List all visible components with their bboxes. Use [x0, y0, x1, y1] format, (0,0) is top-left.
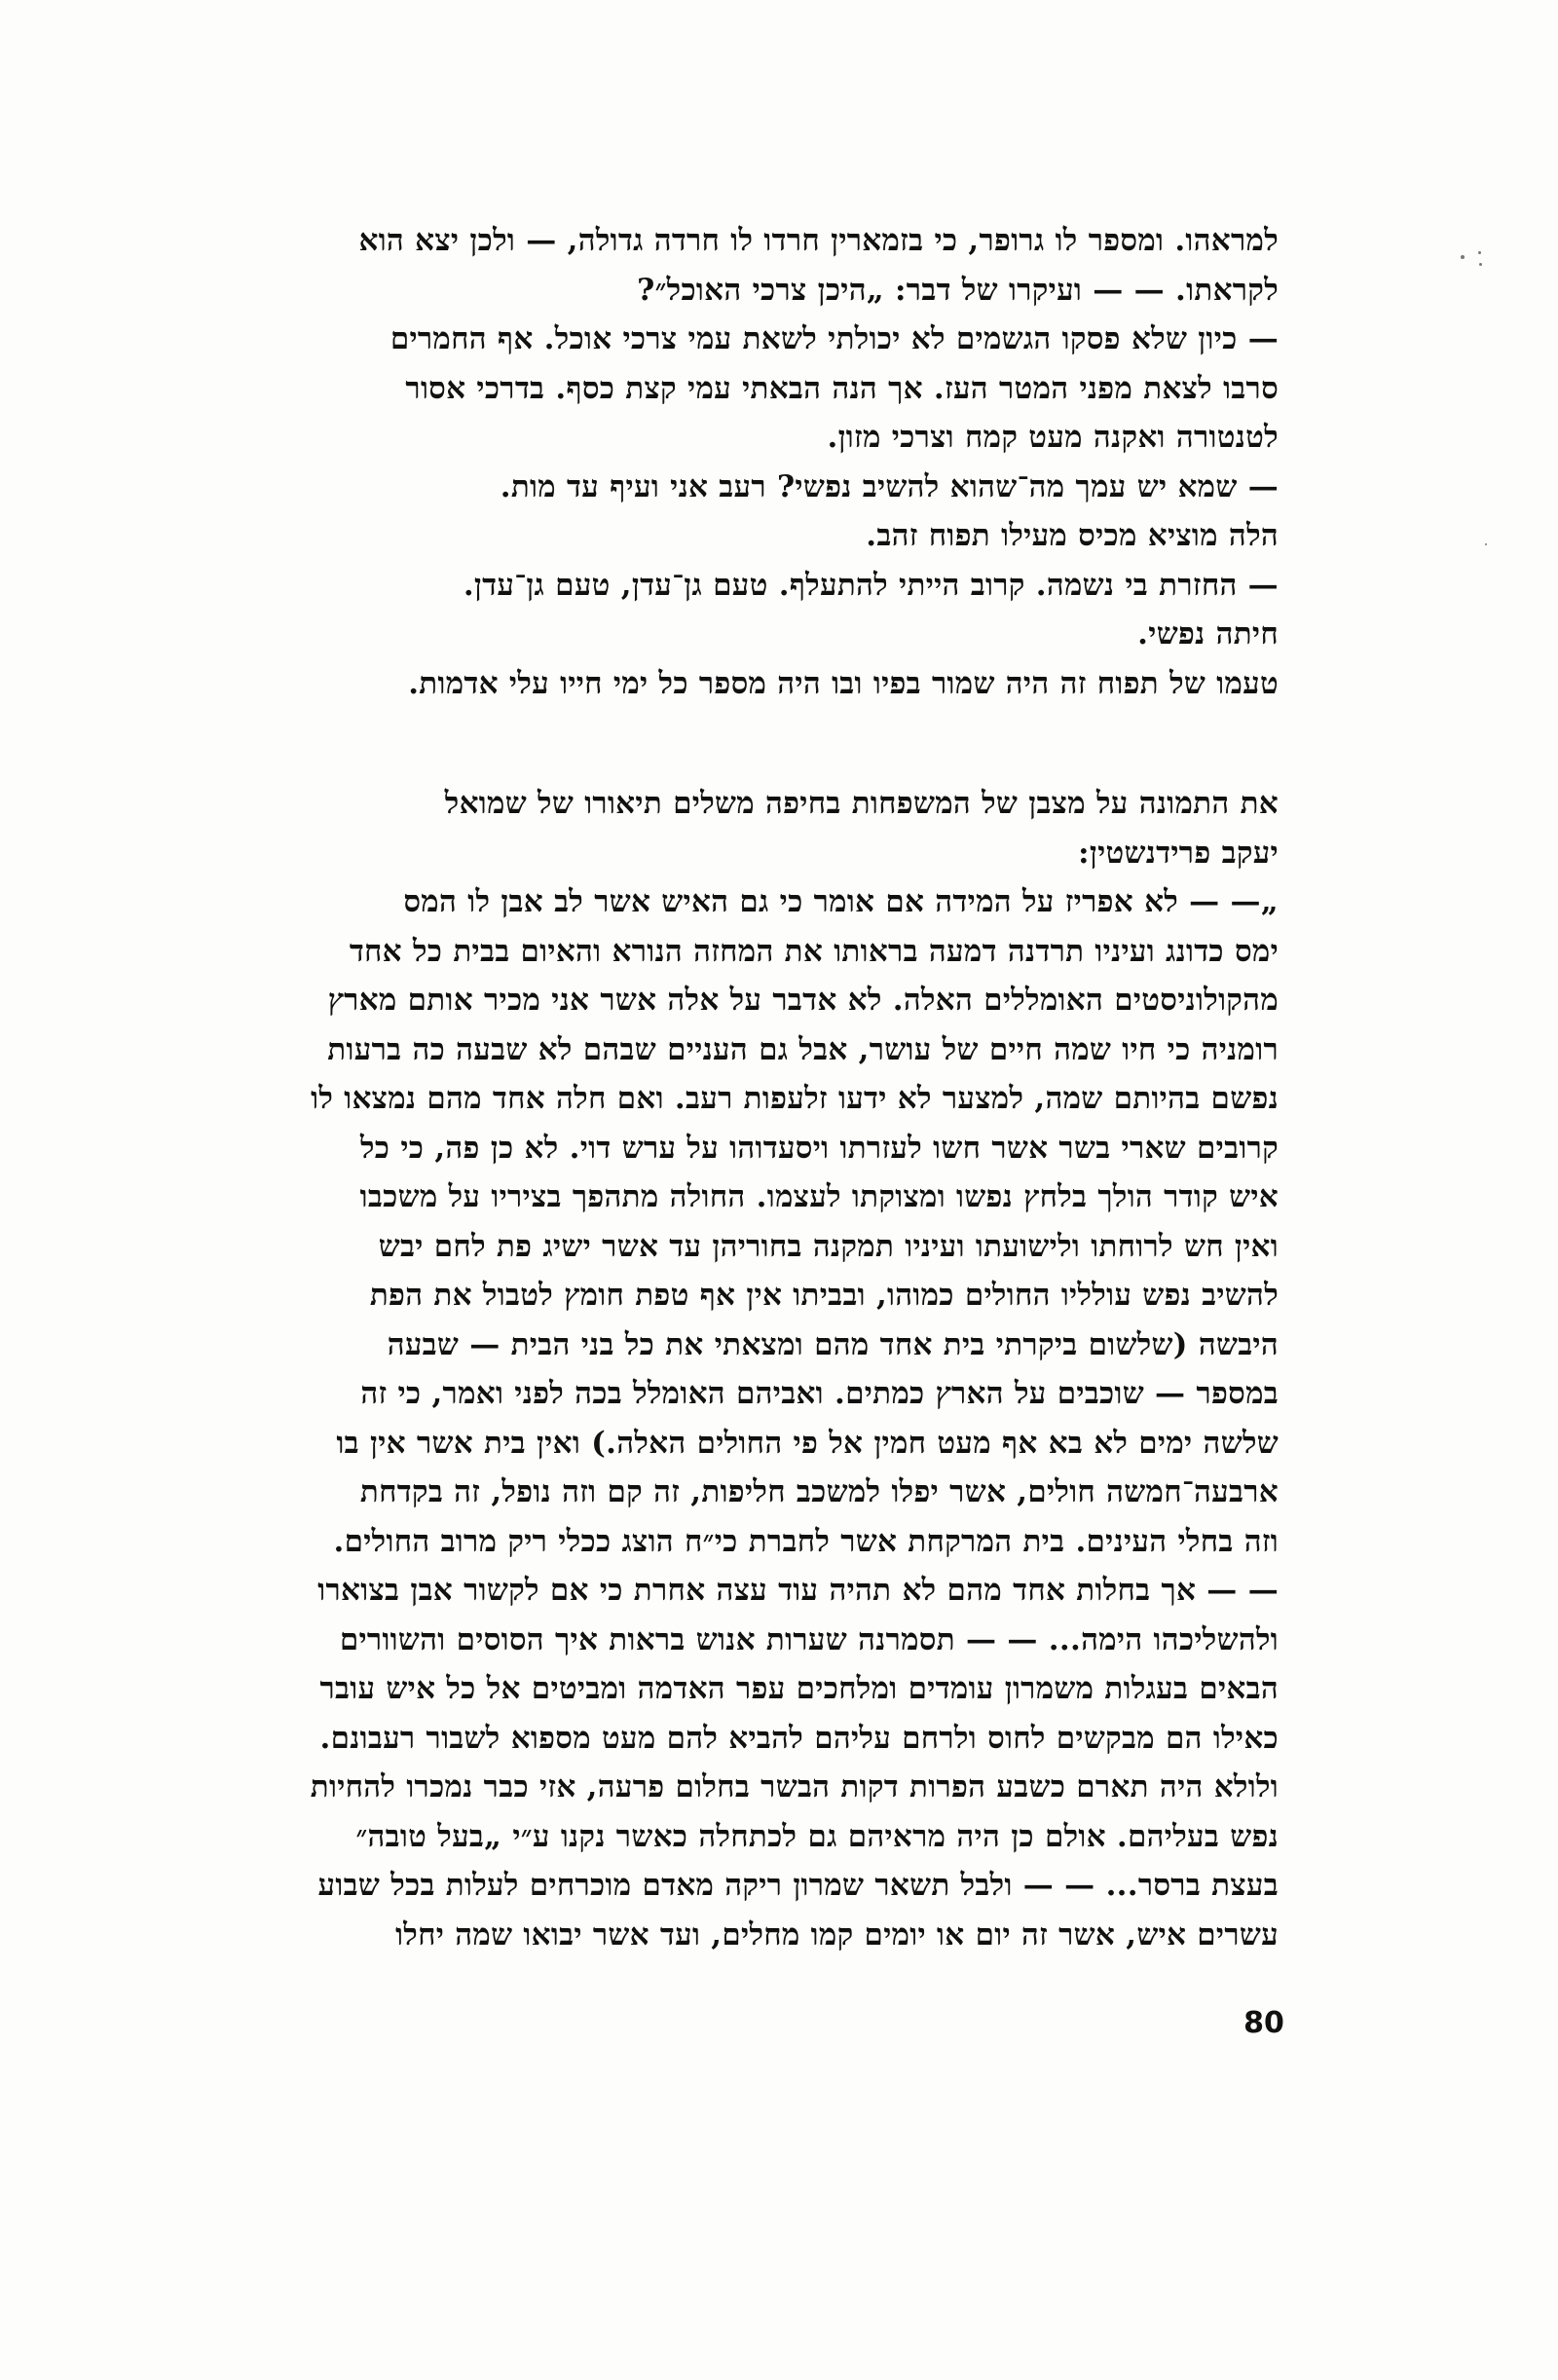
text-line: „— — לא אפריז על המידה אם אומר כי גם האיש אשר לב אבן לו המס [403, 884, 1279, 919]
text-line: ימס כדונג ועיניו תרדנה דמעה בראותו את המחזה הנורא והאיום בבית כל אחד [349, 933, 1279, 969]
text-line: ארבעה־חמשה חולים, אשר יפלו למשכב חליפות, זה קם וזה נופל, זה בקדחת [359, 1474, 1279, 1509]
text-line: איש קודר הולך בלחץ נפשו ומצוקתו לעצמו. החולה מתהפך בציריו על משכבו [359, 1179, 1279, 1214]
text-line: את התמונה על מצבן של המשפחות בחיפה משלים תיאורו של שמואל [444, 786, 1279, 821]
text-line: שלשה ימים לא בא אף מעט חמין אל פי החולים האלה.) ואין בית אשר אין בו [336, 1425, 1279, 1461]
text-line: למראהו. ומספר לו גרופר, כי בזמארין חרדו לו חרדה גדולה, — ולכן יצא הוא [358, 223, 1279, 258]
text-line: רומניה כי חיו שמה חיים של עושר, אבל גם העניים שבהם לא שבעה כה ברעות [327, 1031, 1279, 1067]
text-line: חיתה נפשי. [1137, 616, 1279, 651]
text-line: הלה מוציא מכיס מעילו תפוח זהב. [866, 518, 1279, 553]
text-line: נפשם בהיותם שמה, למצער לא ידעו זלעפות רעב. ואם חלה אחד מהם נמצאו לו [311, 1081, 1279, 1116]
text-line: כאילו הם מבקשים לחוס ולרחם עליהם להביא להם מעט מספוא לשבור רעבונם. [319, 1720, 1279, 1756]
scan-speck [1479, 263, 1482, 266]
text-line: טעמו של תפוח זה היה שמור בפיו ובו היה מספר כל ימי חייו עלי אדמות. [408, 665, 1279, 701]
text-line: ולהשליכהו הימה... — — תסמרנה שערות אנוש בראות איך הסוסים והשוורים [339, 1621, 1279, 1657]
scan-speck [1485, 543, 1487, 545]
paragraph-1 [251, 216, 1279, 708]
text-line: יעקב פרידנשטין: [1078, 835, 1279, 871]
text-line: היבשה (שלשום ביקרתי בית אחד מהם ומצאתי את כל בני הבית — שבעה [387, 1326, 1279, 1362]
text-line: — כיון שלא פסקו הגשמים לא יכולתי לשאת עמי צרכי אוכל. אף החמרים [390, 321, 1279, 356]
text-line: מהקולוניסטים האומללים האלה. לא אדבר על אלה אשר אני מכיר אותם מארץ [327, 983, 1279, 1018]
text-line: עשרים איש, אשר זה יום או יומים קמו מחלים, ועד אשר יבואו שמה יחלו [395, 1916, 1279, 1952]
text-line: קרובים שארי בשר אשר חשו לעזרתו ויסעדוהו על ערש דוי. לא כן פה, כי כל [360, 1130, 1279, 1166]
text-line: ולולא היה תארם כשבע הפרות דקות הבשר בחלום פרעה, אזי כבר נמכרו להחיות [310, 1769, 1279, 1804]
text-line: סרבו לצאת מפני המטר העז. אך הנה הבאתי עמי קצת כסף. בדרכי אסור [405, 370, 1279, 406]
text-line: לקראתו. — — ועיקרו של דבר: „היכן צרכי האוכל״? [637, 272, 1279, 308]
scan-speck [1478, 251, 1481, 254]
text-line: — — אך בחלות אחד מהם לא תהיה עוד עצה אחרת כי אם לקשור אבן בצוארו [317, 1573, 1279, 1608]
text-line: ואין חש לרוחתו ולישועתו ועיניו תמקנה בחוריהן עד אשר ישיג פת לחם יבש [378, 1228, 1279, 1264]
text-line: בעצת ברסר... — — ולבל תשאר שמרון ריקה מאדם מוכרחים לעלות בכל שבוע [317, 1868, 1279, 1903]
text-line: הבאים בעגלות משמרון עומדים ומלחכים עפר האדמה ומביטים אל כל איש עובר [319, 1671, 1279, 1706]
text-line: — החזרת בי נשמה. קרוב הייתי להתעלף. טעם גן־עדן, טעם גן־עדן. [463, 567, 1279, 603]
text-line: במספר — שוכבים על הארץ כמתים. ואביהם האומלל בכה לפני ואמר, כי זה [360, 1376, 1279, 1411]
paragraph-2 [251, 779, 1279, 1959]
text-line: — שמא יש עמך מה־שהוא להשיב נפשי? רעב אני ועיף עד מות. [500, 468, 1279, 504]
text-line: נפש בעליהם. אולם כן היה מראיהם גם לכתחלה כאשר נקנו ע״י „בעל טובה״ [355, 1818, 1279, 1854]
scan-speck [1461, 255, 1465, 259]
text-line: להשיב נפש עולליו החולים כמוהו, ובביתו אין אף טפת חומץ לטבול את הפת [369, 1278, 1279, 1313]
text-line: וזה בחלי העינים. בית המרקחת אשר לחברת כי״ח הוצג ככלי ריק מרוב החולים. [333, 1523, 1279, 1559]
page-number: 80 [1243, 2006, 1284, 2040]
text-line: לטנטורה ואקנה מעט קמח וצרכי מזון. [827, 420, 1279, 455]
